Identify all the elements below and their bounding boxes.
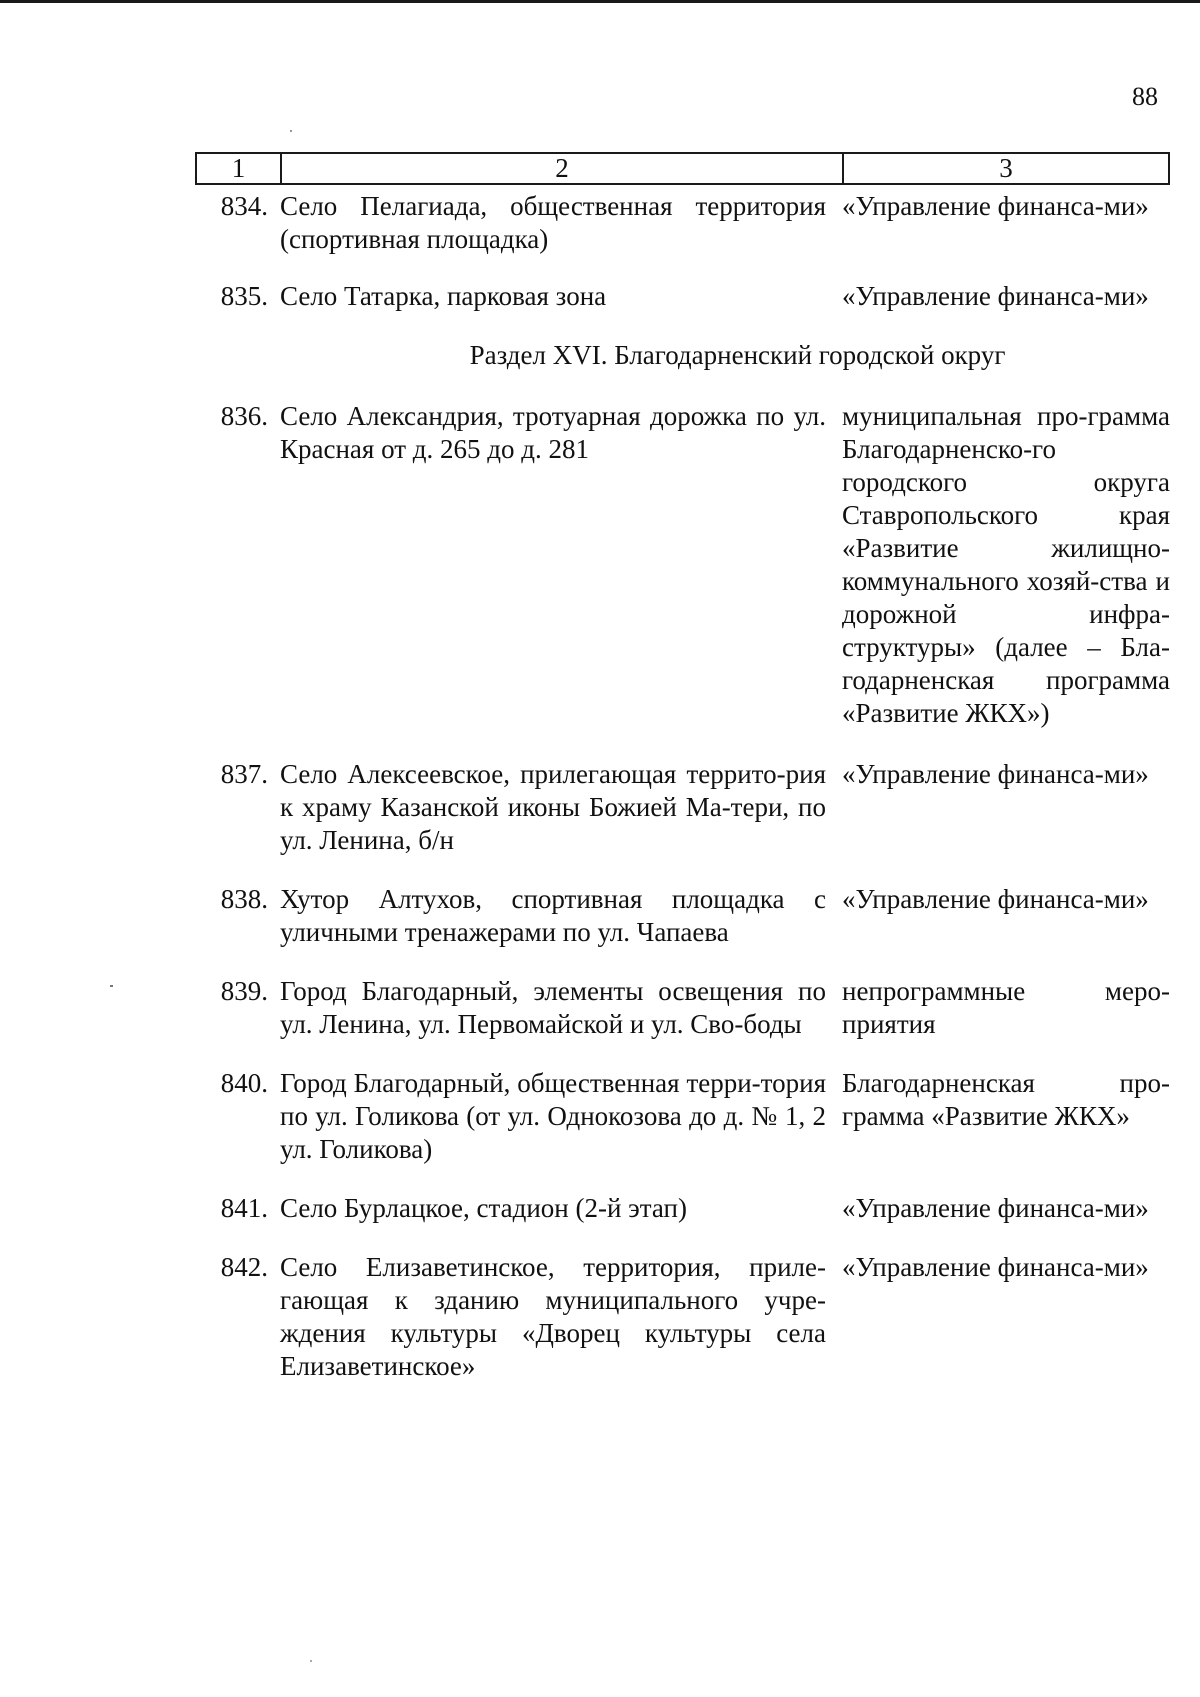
page-top-edge	[0, 0, 1200, 3]
table-header-col-1: 1	[197, 154, 282, 183]
table-row	[195, 883, 1170, 949]
row-number: 835.	[220, 281, 268, 311]
row-funding-source: «Управление финанса-ми»	[842, 1252, 1149, 1282]
row-description: Город Благодарный, общественная терри-тория по ул. Голикова (от ул. Однокозова до д. № 1, 2 ул. Голикова)	[280, 1068, 826, 1164]
table-row	[195, 190, 1170, 256]
row-number: 837.	[220, 759, 268, 789]
table-row	[195, 280, 1170, 313]
scan-speck	[290, 130, 292, 132]
row-funding-source: «Управление финанса-ми»	[842, 884, 1149, 914]
page-number: 88	[1132, 82, 1158, 111]
scan-speck	[310, 1660, 312, 1662]
row-number: 834.	[220, 191, 268, 221]
row-funding-source: «Управление финанса-ми»	[842, 759, 1149, 789]
row-number: 841.	[220, 1193, 268, 1223]
row-number: 842.	[220, 1252, 268, 1282]
row-funding-source: «Управление финанса-ми»	[842, 281, 1149, 311]
row-description: Село Пелагиада, общественная территория (спортивная площадка)	[280, 191, 826, 254]
table-row	[195, 1067, 1170, 1166]
table-body	[195, 190, 1170, 1383]
row-description: Село Татарка, парковая зона	[280, 281, 607, 311]
row-funding-source: «Управление финанса-ми»	[842, 191, 1149, 221]
row-number: 839.	[220, 976, 268, 1006]
row-funding-source: непрограммные меро-приятия	[842, 976, 1170, 1039]
table-header-col-3: 3	[999, 153, 1013, 183]
section-title: Раздел XVI. Благодарненский городской округ	[469, 340, 1006, 370]
row-number: 838.	[220, 884, 268, 914]
row-funding-source: муниципальная про-грамма Благодарненско-го городского округа Ставропольского края «Развитие жилищно-коммунального хозяй-ства и дорожной инфра-структуры» (далее – Бла-годарненская программа «Развитие ЖКХ»)	[842, 401, 1170, 728]
table-row	[195, 975, 1170, 1041]
row-description: Село Алексеевское, прилегающая террито-рия к храму Казанской иконы Божией Ма-тери, по ул. Ленина, б/н	[280, 759, 826, 855]
table-row	[195, 1192, 1170, 1225]
row-funding-source: Благодарненская про-грамма «Развитие ЖКХ»	[842, 1068, 1170, 1131]
table-row	[195, 758, 1170, 857]
row-description: Село Елизаветинское, территория, приле-гающая к зданию муниципального учре-ждения культуры «Дворец культуры села Елизаветинское»	[280, 1252, 826, 1381]
row-description: Город Благодарный, элементы освещения по ул. Ленина, ул. Первомайской и ул. Сво-боды	[280, 976, 826, 1039]
table-header-row	[195, 152, 1170, 185]
row-number: 836.	[220, 401, 268, 431]
row-number: 840.	[220, 1068, 268, 1098]
table-row	[195, 400, 1170, 730]
row-description: Хутор Алтухов, спортивная площадка с уличными тренажерами по ул. Чапаева	[280, 884, 826, 947]
row-description: Село Александрия, тротуарная дорожка по ул. Красная от д. 265 до д. 281	[280, 401, 826, 464]
scan-speck	[110, 985, 113, 987]
table-header-col-2: 2	[282, 154, 844, 183]
table-row	[195, 1251, 1170, 1383]
row-funding-source: «Управление финанса-ми»	[842, 1193, 1149, 1223]
row-description: Село Бурлацкое, стадион (2-й этап)	[280, 1193, 687, 1223]
